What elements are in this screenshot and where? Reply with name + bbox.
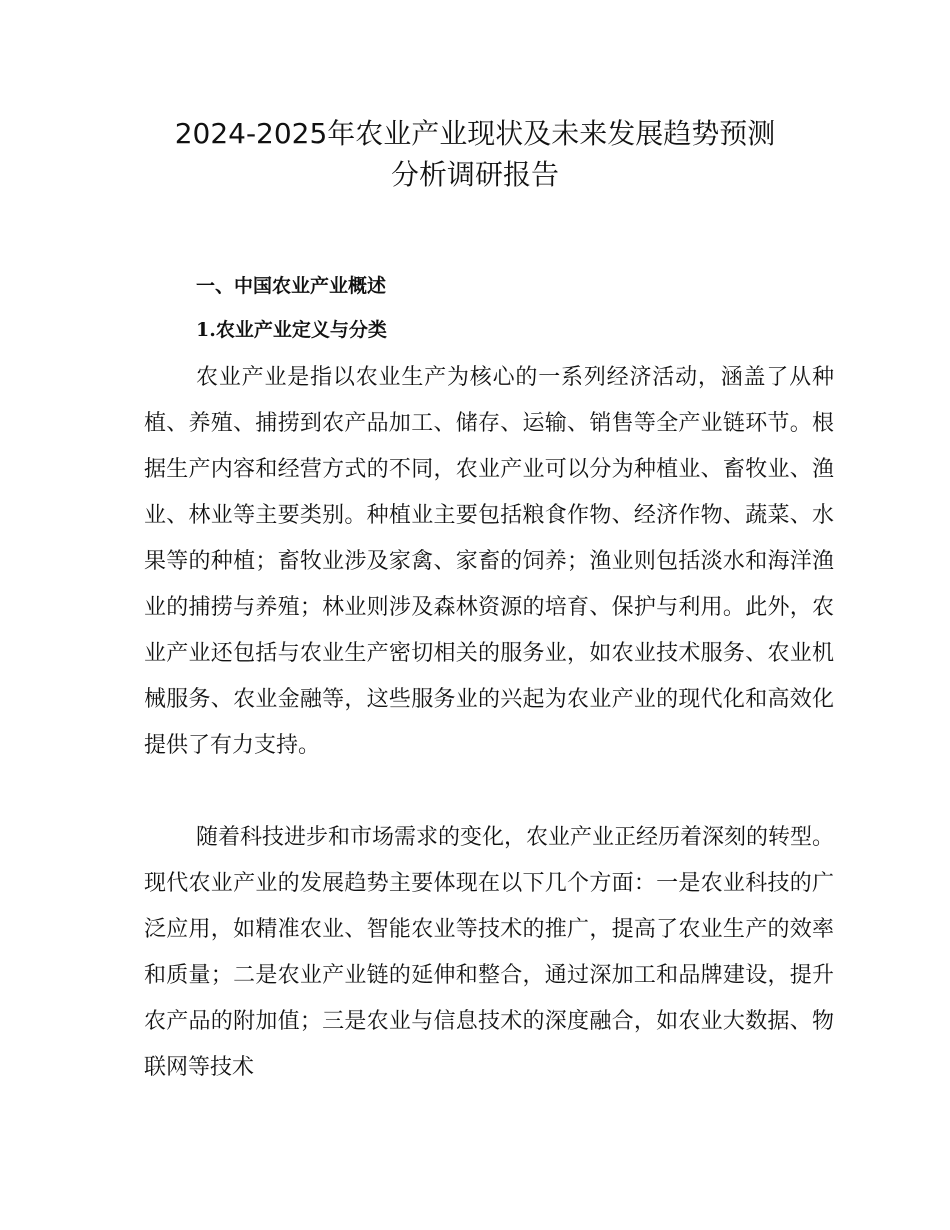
document-title-line-2: 分析调研报告 <box>390 158 559 191</box>
section-heading: 一、中国农业产业概述 <box>196 275 387 297</box>
subsection-heading: 1.农业产业定义与分类 <box>196 319 387 341</box>
document-title-line-1: 2024-2025年农业产业现状及未来发展趋势预测 <box>174 117 776 150</box>
body-paragraph-1: 农业产业是指以农业生产为核心的一系列经济活动，涵盖了从种植、养殖、捕捞到农产品加工、储存、运输、销售等全产业链环节。根据生产内容和经营方式的不同，农业产业可以分为种植业、畜牧业、渔业、林业等主要类别。种植业主要包括粮食作物、经济作物、蔬菜、水果等的种植；畜牧业涉及家禽、家畜的饲养；渔业则包括淡水和海洋渔业的捕捞与养殖；林业则涉及森林资源的培育、保护与利用。此外，农业产业还包括与农业生产密切相关的服务业，如农业技术服务、农业机械服务、农业金融等，这些服务业的兴起为农业产业的现代化和高效化提供了有力支持。 <box>144 365 834 758</box>
body-paragraph-2: 随着科技进步和市场需求的变化，农业产业正经历着深刻的转型。现代农业产业的发展趋势主要体现在以下几个方面：一是农业科技的广泛应用，如精准农业、智能农业等技术的推广，提高了农业生产的效率和质量；二是农业产业链的延伸和整合，通过深加工和品牌建设，提升农产品的附加值；三是农业与信息技术的深度融合，如农业大数据、物联网等技术 <box>144 825 835 1080</box>
